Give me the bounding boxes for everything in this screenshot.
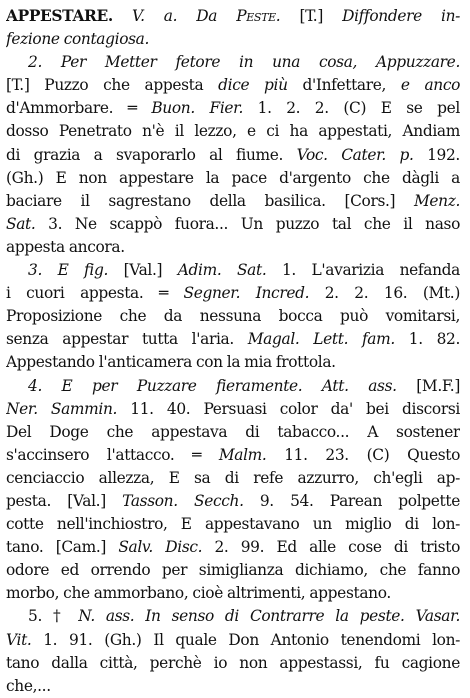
line: cotte nell'inchiostro, E appestavano un miglio di lon- — [6, 515, 460, 534]
citation: Vasar. — [415, 607, 460, 626]
line — [6, 629, 460, 652]
text: pesta. [Val.] — [6, 491, 123, 510]
line — [6, 74, 460, 97]
citation: Salv. Disc. — [118, 538, 203, 557]
grammar-note: V. a. Da — [112, 7, 237, 25]
text — [302, 377, 322, 395]
text: 5. † — [28, 607, 79, 626]
line — [6, 213, 460, 236]
text: d'Infettare, — [287, 76, 401, 95]
text: i cuori appesta. ═ — [6, 284, 184, 303]
sense-label: N. ass. In senso di Contrarre la peste. — [78, 607, 405, 626]
text: 9. 54. Parean polpette — [243, 491, 460, 510]
text: [Val.] — [108, 261, 178, 280]
entry-definition-5 — [6, 605, 460, 697]
citation: Adim. Sat. — [177, 261, 267, 280]
text: di grazia a svaporarlo al fiume. — [6, 145, 297, 164]
line — [6, 97, 460, 120]
line — [6, 259, 460, 282]
text: 3. Ne scappò fuora... Un puzzo tal che il naso — [35, 214, 460, 233]
citation: Tasson. Secch. — [122, 491, 244, 510]
line: odore ed orrendo per simiglianza dichiamo, che fanno — [6, 561, 460, 580]
citation: Sat. — [6, 214, 36, 233]
text: 192. — [413, 145, 460, 164]
line: morbo, che ammorbano, cioè altrimenti, appestano. — [6, 584, 391, 603]
text — [405, 607, 416, 625]
line — [6, 536, 460, 559]
source-tag: [T.] — [280, 7, 343, 25]
text: [T.] Puzzo che appesta — [6, 76, 219, 95]
citation: Vit. — [6, 630, 32, 649]
text: 2. 2. 16. (Mt.) — [309, 284, 460, 303]
text: 1. 82. — [394, 330, 460, 349]
entry-definition-1 — [6, 5, 460, 51]
citation: Segner. Incred. — [183, 284, 310, 303]
entry-definition-4 — [6, 375, 460, 606]
line: appesta ancora. — [6, 237, 125, 256]
line: Del Doge che appestava di tabacco... A sostener — [6, 422, 460, 441]
line: tano dalla città, perchè io non appestassi, fu cagione — [6, 653, 460, 672]
text: baciare il sagrestano della basilica. [Cors.] — [6, 191, 414, 210]
text: e anco — [400, 76, 460, 95]
text: d'Ammorbare. ═ — [6, 99, 152, 118]
text: 11. 23. (C) Questo — [266, 445, 460, 464]
line: Appestando l'anticamera con la mia frottola. — [6, 353, 336, 372]
line — [6, 328, 460, 351]
etymology: Peste. — [236, 7, 281, 25]
entry-definition-3 — [6, 259, 460, 374]
text: 1. 2. 2. (C) E se pel — [243, 99, 460, 118]
citation: Buon. Fier. — [151, 99, 244, 118]
line — [6, 605, 460, 628]
line: che,... — [6, 676, 51, 695]
citation: Ner. Sammin. — [6, 399, 118, 418]
line — [6, 144, 460, 167]
text: 11. 40. Persuasi color da' bei discorsi — [117, 399, 460, 418]
text: [M.F.] — [396, 376, 460, 395]
line: cenciaccio allezza, E sa di refe azzurro, ch'egli ap- — [6, 468, 460, 487]
text: 1. 91. (Gh.) Il quale Don Antonio tenendomi lon- — [31, 630, 460, 649]
text: 1. L'avarizia nefanda — [266, 261, 460, 280]
line — [6, 398, 460, 421]
line: fezione contagiosa. — [6, 30, 150, 49]
text: dice più — [218, 76, 288, 95]
text: senza appestar tutta l'aria. — [6, 330, 248, 349]
line — [6, 190, 460, 213]
line: dosso Penetrato n'è il lezzo, e ci ha appestati, Andiam — [6, 122, 460, 141]
line — [6, 5, 460, 28]
line: Proposizione che da nessuna bocca può vomitarsi, — [6, 307, 460, 326]
citation: Menz. — [413, 191, 460, 210]
sense-label: 3. E fig. — [28, 261, 108, 280]
line: (Gh.) E non appestare la pace d'argento che dàgli a — [6, 168, 460, 187]
line: 2. Per Metter fetore in una cosa, Appuzzare. — [28, 53, 460, 72]
citation: Voc. Cater. p. — [296, 145, 414, 164]
text: s'accinsero l'attacco. ═ — [6, 445, 219, 464]
line — [6, 282, 460, 305]
line — [6, 375, 460, 398]
line — [6, 444, 460, 467]
text: 2. 99. Ed alle cose di tristo — [202, 538, 460, 557]
citation: Malm. — [218, 445, 267, 464]
line — [6, 490, 460, 513]
citation: Magal. Lett. fam. — [247, 330, 395, 349]
sense-label: 4. E per Puzzare fieramente. — [28, 376, 303, 395]
definition-text: Diffondere in- — [342, 7, 460, 25]
entry-definition-2 — [6, 51, 460, 259]
grammar-note: Att. ass. — [321, 376, 397, 395]
text: tano. [Cam.] — [6, 538, 119, 557]
headword: APPESTARE. — [6, 7, 113, 25]
